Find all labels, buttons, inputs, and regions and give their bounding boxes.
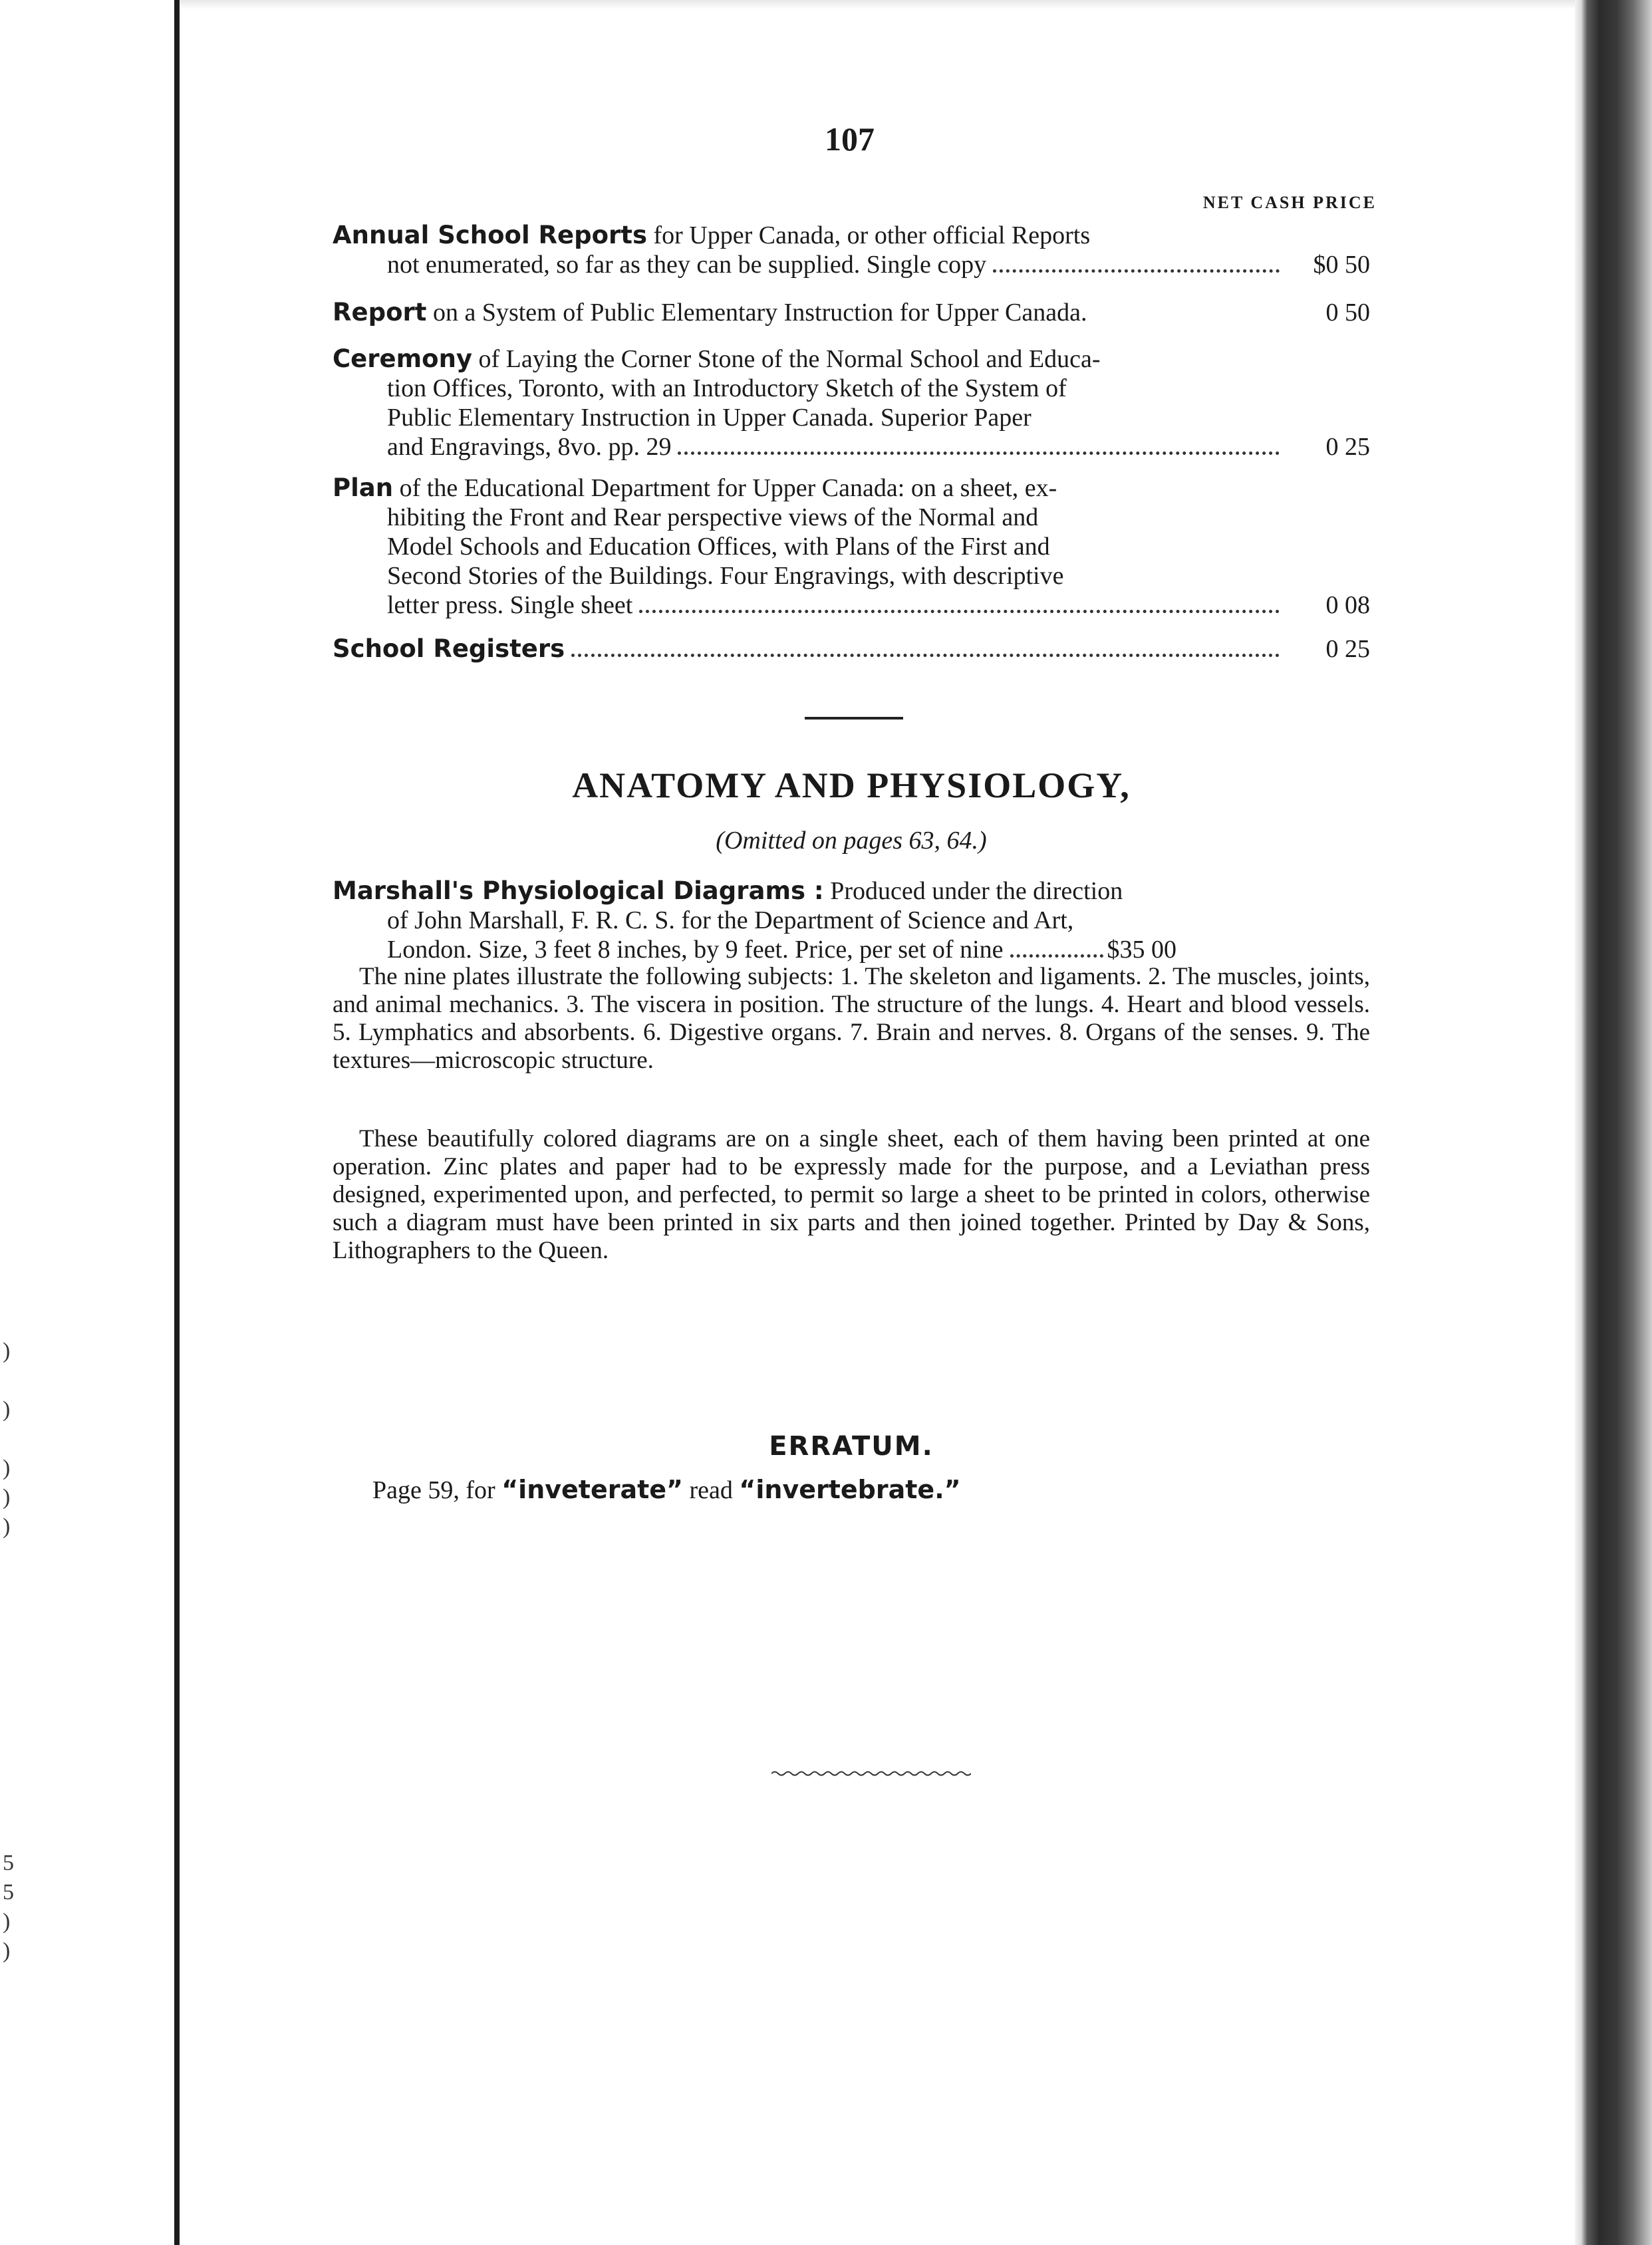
entry-price: $0 50 xyxy=(1313,251,1370,279)
entry-last-line xyxy=(333,432,1370,462)
price-column-header: NET CASH PRICE xyxy=(1202,193,1377,212)
plates-paragraph: The nine plates illustrate the following subjects: 1. The skeleton and ligaments. 2. The muscles, joints, and animal mechanics. 3. The viscera in position. The structure of the lungs. 4. Heart and blood vessels. 5. Lymphatics and absorbents. 6. Digestive organs. 7. Brain and nerves. 8. Organs of the senses. 9. The textures—microscopic structure. xyxy=(333,963,1370,1074)
entry-price: 0 50 xyxy=(1325,299,1370,327)
entry-line xyxy=(333,221,1370,250)
closing-ornament-rule xyxy=(771,1770,971,1777)
entry-text: Model Schools and Education Offices, with Plans of the First and xyxy=(387,533,1050,561)
entry-heading: Ceremony xyxy=(333,344,473,373)
entry-plan xyxy=(333,473,1370,620)
scan-binding-edge xyxy=(174,0,180,2245)
entry-price: 0 25 xyxy=(1325,433,1370,461)
entry-heading: School Registers xyxy=(333,634,565,663)
scan-top-edge xyxy=(180,0,1575,9)
diagrams-paragraph: These beautifully colored diagrams are on a single sheet, each of them having been printed at one operation. Zinc plates and paper had to be expressly made for the purpose, and a Leviathan press designed, experimented upon, and perfected, to permit so large a sheet to be printed in colors, otherwise such a diagram must have been printed in six parts and then joined together. Printed by Day & Sons, Lithographers to the Queen. xyxy=(333,1125,1370,1264)
entry-text: London. Size, 3 feet 8 inches, by 9 feet. Price, per set of nine xyxy=(387,936,1004,964)
erratum-wrong-word: “inveterate” xyxy=(501,1475,684,1504)
entry-school-registers xyxy=(333,634,1370,664)
entry-last-line xyxy=(333,591,1370,620)
entry-last-line xyxy=(333,634,1370,664)
entry-text: for Upper Canada, or other official Reports xyxy=(653,221,1091,249)
section-title: ANATOMY AND PHYSIOLOGY, xyxy=(572,765,1131,805)
scan-left-margin xyxy=(0,0,174,2245)
section-subtitle: (Omitted on pages 63, 64.) xyxy=(716,827,987,855)
margin-bleed-marks-lower: 5 5 ) ) xyxy=(3,1851,14,1963)
entry-marshall-diagrams xyxy=(333,876,1370,964)
entry-heading: Annual School Reports xyxy=(333,221,647,249)
entry-last-line xyxy=(333,298,1370,327)
entry-text: Public Elementary Instruction in Upper Canada. Superior Paper xyxy=(387,404,1032,432)
leader-dots xyxy=(678,451,1280,455)
entry-report xyxy=(333,298,1370,327)
entry-text: not enumerated, so far as they can be supplied. Single copy xyxy=(387,251,987,279)
erratum-text xyxy=(372,1475,961,1505)
leader-dots xyxy=(639,609,1280,613)
leader-dots xyxy=(993,269,1280,273)
entry-text: of Laying the Corner Stone of the Normal School and Educa- xyxy=(478,345,1101,373)
scan-right-shadow xyxy=(1575,0,1652,2245)
margin-bleed-marks-upper: ) ) ) ) ) xyxy=(3,1339,11,1539)
entry-heading: Marshall's Physiological Diagrams : xyxy=(333,876,824,905)
entry-text: hibiting the Front and Rear perspective views of the Normal and xyxy=(387,503,1039,531)
section-divider xyxy=(805,717,903,720)
leader-dots xyxy=(571,653,1280,657)
erratum-prefix: Page 59, for xyxy=(372,1476,495,1504)
entry-text: letter press. Single sheet xyxy=(387,591,633,619)
page-number: 107 xyxy=(825,120,875,158)
entry-heading: Plan xyxy=(333,473,394,502)
entry-annual-school-reports xyxy=(333,221,1370,279)
entry-text: Second Stories of the Buildings. Four Engravings, with descriptive xyxy=(387,562,1064,590)
entry-line xyxy=(333,473,1370,503)
entry-price: 0 25 xyxy=(1325,635,1370,663)
entry-last-line xyxy=(333,935,1370,964)
entry-text: and Engravings, 8vo. pp. 29 xyxy=(387,433,672,461)
entry-price: $35 00 xyxy=(1107,936,1176,964)
entry-text: Produced under the direction xyxy=(830,877,1123,905)
leader-dots xyxy=(1010,954,1103,958)
entry-text: of the Educational Department for Upper Canada: on a sheet, ex- xyxy=(399,474,1057,502)
entry-line xyxy=(333,876,1370,906)
entry-ceremony xyxy=(333,344,1370,462)
erratum-title: ERRATUM. xyxy=(769,1431,934,1462)
entry-heading: Report xyxy=(333,298,427,327)
entry-line xyxy=(333,344,1370,374)
entry-price: 0 08 xyxy=(1325,591,1370,619)
entry-text: tion Offices, Toronto, with an Introductory Sketch of the System of xyxy=(387,374,1067,402)
erratum-correct-word: “invertebrate.” xyxy=(739,1475,961,1504)
entry-last-line xyxy=(333,250,1370,279)
entry-text: on a System of Public Elementary Instruction for Upper Canada. xyxy=(432,299,1087,327)
entry-text: of John Marshall, F. R. C. S. for the Department of Science and Art, xyxy=(387,906,1074,934)
erratum-read: read xyxy=(689,1476,733,1504)
